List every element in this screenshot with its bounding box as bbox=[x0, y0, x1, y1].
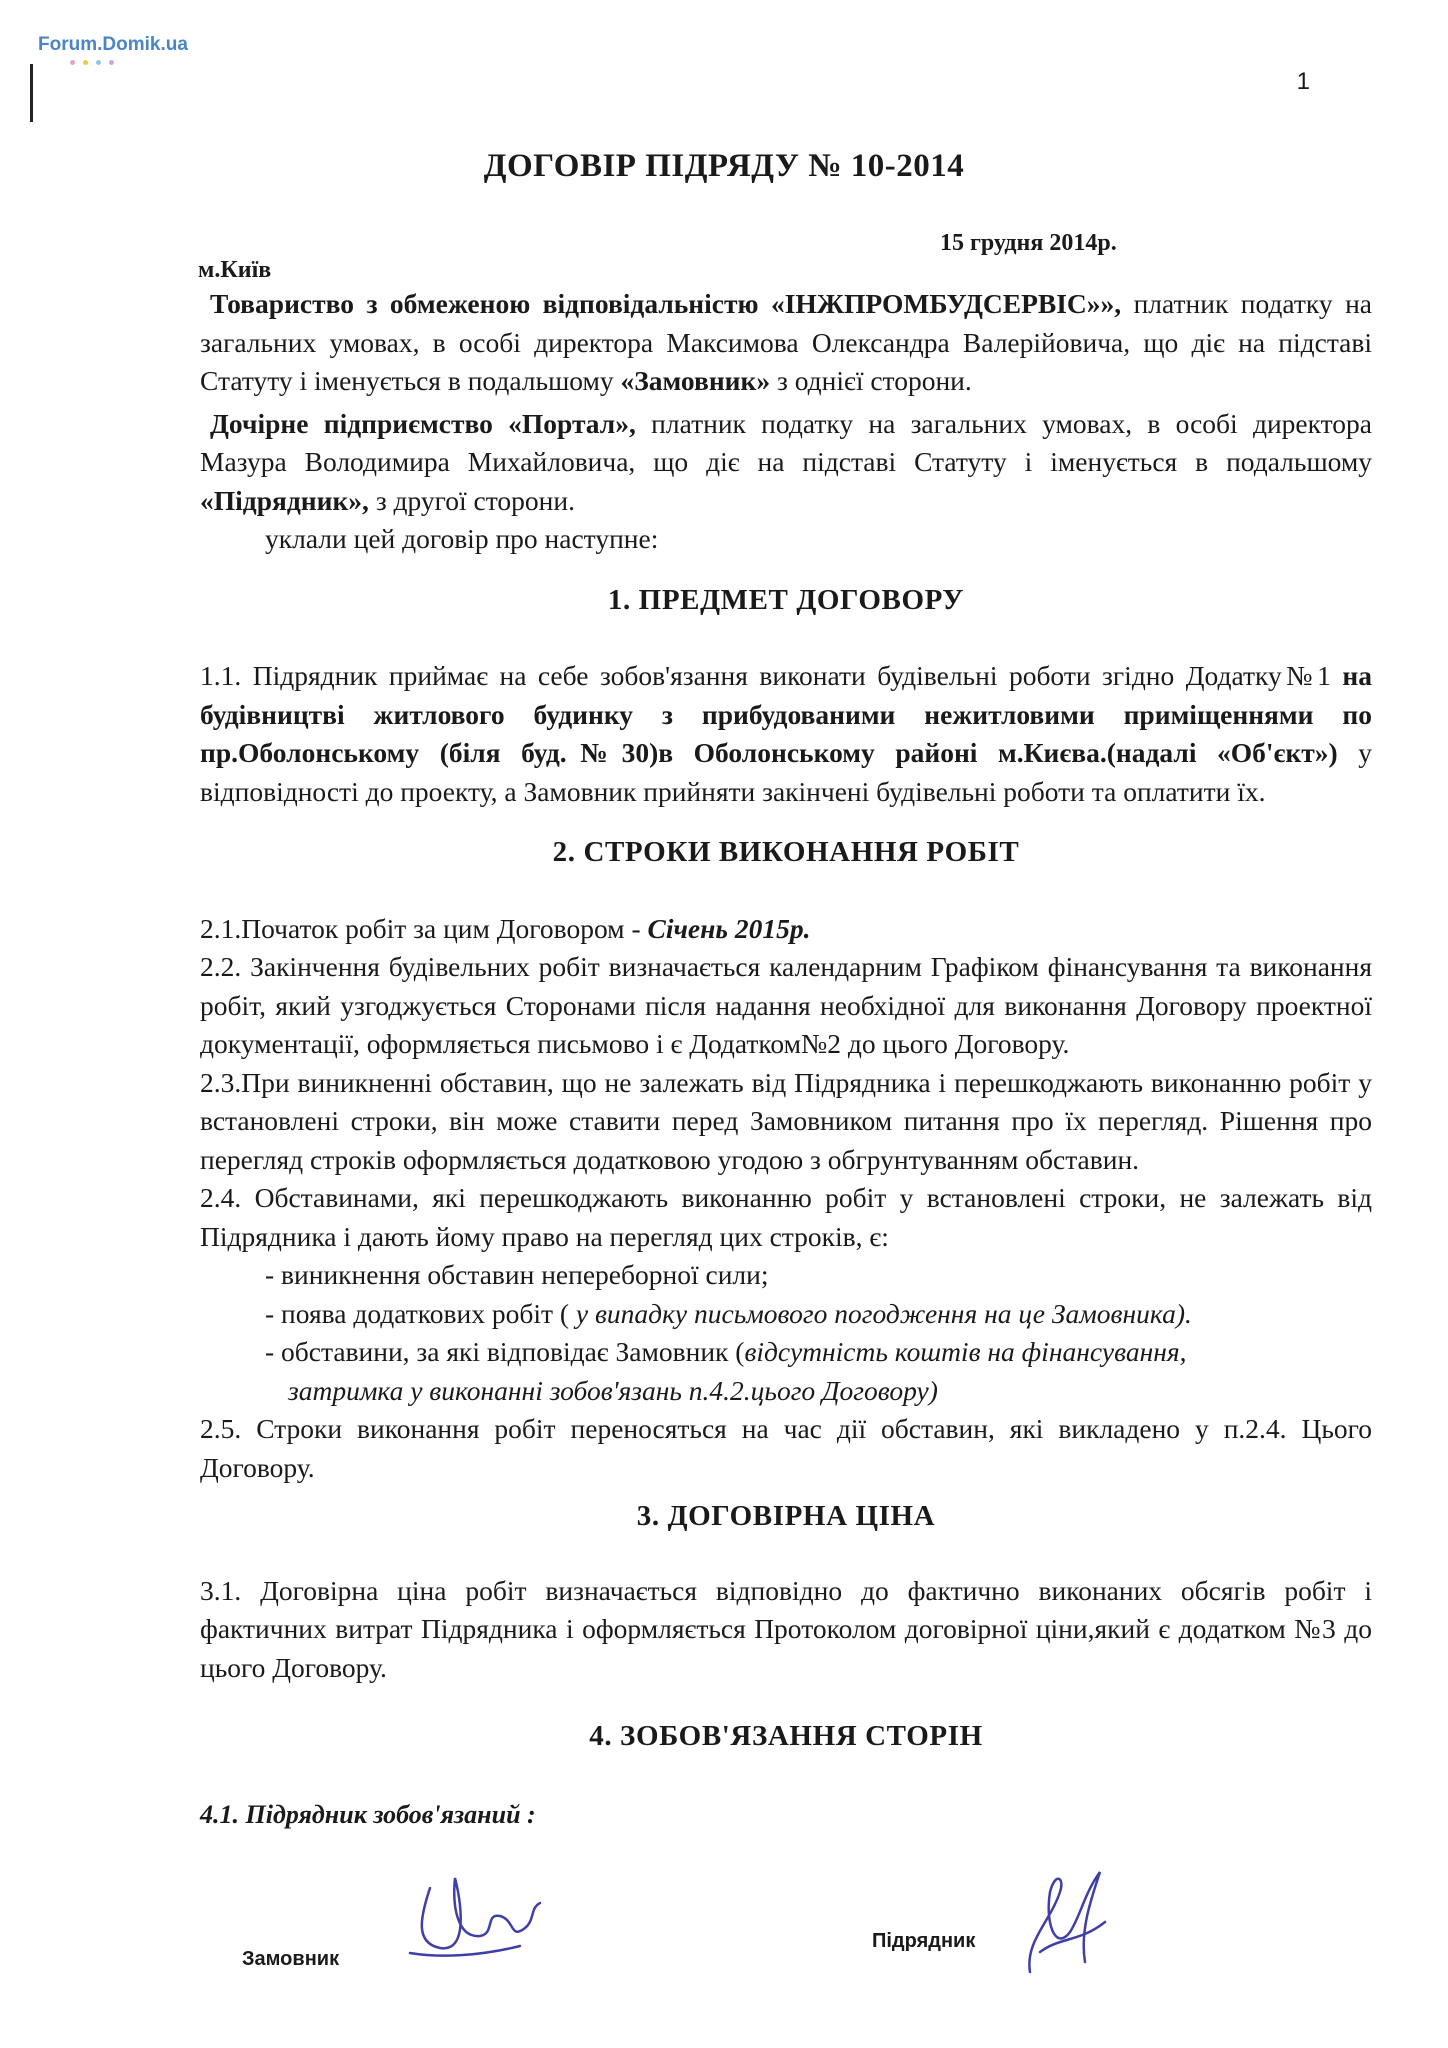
customer-role: «Замовник» bbox=[620, 365, 771, 396]
clause-2-4-item-3 bbox=[200, 1333, 1372, 1372]
clause-2-4-item-1: - виникнення обставин непереборної сили; bbox=[265, 1259, 769, 1290]
clause-2-1-date: Січень 2015р. bbox=[647, 912, 811, 944]
section-1-paragraph bbox=[200, 657, 1372, 811]
item-3-italic: відсутність коштів на фінансування, bbox=[744, 1336, 1187, 1367]
section-1-heading: 1. ПРЕДМЕТ ДОГОВОРУ bbox=[607, 583, 965, 616]
clause-2-1 bbox=[200, 910, 1372, 949]
contractor-name: Дочірне підприємство «Портал», bbox=[210, 407, 636, 439]
contractor-paragraph bbox=[200, 405, 1372, 521]
item-3-text: - обставини, за які відповідає Замовник ( bbox=[265, 1336, 745, 1367]
contractor-tail: з другої сторони. bbox=[368, 484, 575, 516]
section-3-heading: 3. ДОГОВІРНА ЦІНА bbox=[636, 1500, 936, 1532]
clause-2-4-item-2 bbox=[200, 1295, 1372, 1334]
document-title: ДОГОВІР ПІДРЯДУ № 10-2014 bbox=[483, 148, 965, 184]
section-2-heading: 2. СТРОКИ ВИКОНАННЯ РОБІТ bbox=[552, 836, 1020, 868]
customer-signature-icon bbox=[400, 1858, 550, 1978]
clause-3-1: 3.1. Договірна ціна робіт визначається відповідно до фактично виконаних обсягів робіт і фактичних витрат Підрядника і оформляється Протоколом договірної ціни,який є додатком №3 до цього Договору. bbox=[200, 1574, 1372, 1683]
contractor-signature-icon bbox=[1010, 1862, 1120, 1992]
clause-2-5: 2.5. Строки виконання робіт переносяться на час дії обставин, які викладено у п.2.4. Цього Договору. bbox=[200, 1413, 1372, 1483]
agreed-line: уклали цей договір про наступне: bbox=[265, 523, 659, 554]
section-4-heading: 4. ЗОБОВ'ЯЗАННЯ СТОРІН bbox=[589, 1720, 983, 1752]
contractor-signature-label: Підрядник bbox=[872, 1930, 976, 1952]
contract-date: 15 грудня 2014р. bbox=[940, 230, 1117, 256]
page-number: 1 bbox=[1296, 68, 1310, 95]
clause-2-1-text: 2.1.Початок робіт за цим Договором - bbox=[200, 912, 648, 944]
contractor-text: платник податку на загальних умовах, в особі директора Мазура Володимира Михайловича, що діє на підставі Статуту і іменується в подальшому bbox=[200, 407, 1372, 477]
contractor-role: «Підрядник», bbox=[200, 484, 369, 516]
customer-signature-label: Замовник bbox=[242, 1948, 340, 1970]
watermark-dots-icon bbox=[70, 60, 114, 65]
scan-edge-mark bbox=[30, 64, 33, 122]
watermark-logo: Forum.Domik.ua bbox=[38, 34, 188, 55]
customer-tail: з однієї сторони. bbox=[770, 365, 972, 396]
document-body bbox=[200, 285, 1372, 1834]
clause-2-4: 2.4. Обставинами, які перешкоджають виконанню робіт у встановлені строки, не залежать від Підрядника і дають йому право на перегляд цих строків, є: bbox=[200, 1182, 1372, 1252]
clause-2-3: 2.3.При виникненні обставин, що не залежать від Підрядника і перешкоджають виконанню робіт у встановлені строки, він може ставити перед Замовником питання про їх перегляд. Рішення про перегляд строків оформляється додатковою угодою з обгрунтуванням обставин. bbox=[200, 1066, 1372, 1175]
contract-city: м.Київ bbox=[198, 257, 272, 283]
item-2-text: - поява додаткових робіт ( bbox=[265, 1297, 576, 1329]
customer-text: платник податку на загальних умовах, в особі директора Максимова Олександра Валерійовича, що діє на підставі Статуту і іменується в подальшому bbox=[200, 288, 1372, 396]
s1-text-a: 1.1. Підрядник приймає на себе зобов'язання виконати будівельні роботи згідно Додатку№1 bbox=[200, 660, 1343, 691]
item-2-italic: у випадку письмового погодження на це Замовника). bbox=[575, 1297, 1192, 1329]
customer-paragraph bbox=[200, 285, 1372, 401]
s1-text-c: у відповідності до проекту, а Замовник прийняти закінчені будівельні роботи та оплатити їх. bbox=[200, 737, 1373, 807]
s1-object: на будівництві житлового будинку з прибудованими нежитловими приміщеннями по пр.Оболонському (біля буд.№30)в Оболонському районі м.Києва.(надалі «Об'єкт») bbox=[200, 660, 1372, 768]
clause-2-4-item-3-cont: затримка у виконанні зобов'язань п.4.2.цього Договору) bbox=[288, 1374, 938, 1406]
clause-2-2: 2.2. Закінчення будівельних робіт визначається календарним Графіком фінансування та виконання робіт, який узгоджується Сторонами після надання необхідної для виконання Договору проектної документації, оформляється письмово і є Додатком№2 до цього Договору. bbox=[200, 951, 1372, 1059]
clause-4-1-heading: 4.1. Підрядник зобов'язаний : bbox=[200, 1799, 536, 1829]
customer-name: Товариство з обмеженою відповідальністю «ІНЖПРОМБУДСЕРВІС»», bbox=[210, 288, 1122, 319]
